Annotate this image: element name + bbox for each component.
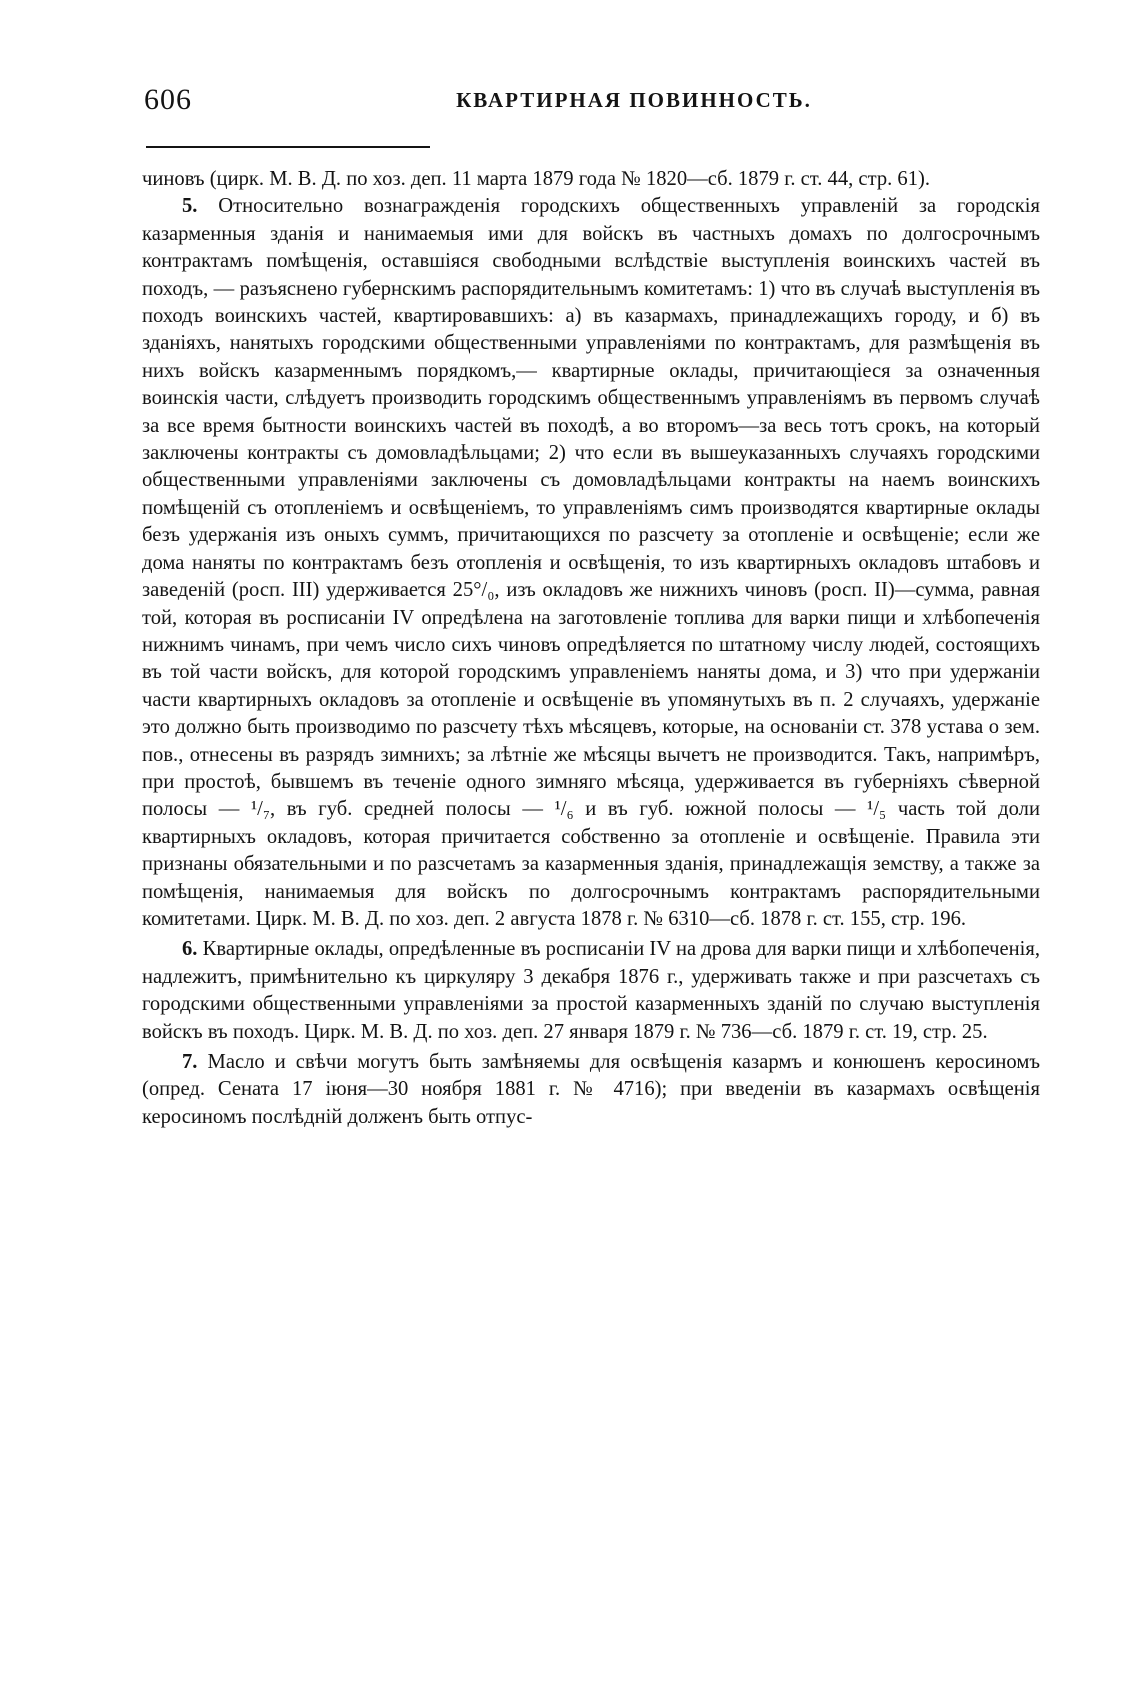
paragraph-continuation xyxy=(142,166,1040,193)
body-text xyxy=(142,166,1040,1131)
paragraph-6 xyxy=(142,936,1040,1046)
paragraph-number: 7. xyxy=(182,1051,198,1073)
paragraph-number: 5. xyxy=(182,195,198,218)
page-header xyxy=(144,80,1044,120)
running-title: КВАРТИРНАЯ ПОВИННОСТЬ. xyxy=(456,88,812,112)
paragraph-text: Квартирные оклады, опредѣленные въ росписаніи IV на дрова для варки пищи и хлѣбопеченія, надлежитъ, примѣнительно къ циркуляру 3 декабря 1876 г., удерживать также и при разсчетахъ съ городскими общественными управленіями за простой казарменныхъ зданій по случаю выступленія войскъ въ походъ. Цирк. М. В. Д. по хоз. деп. 27 января 1879 г. № 736—сб. 1879 г. ст. 19, стр. 25. xyxy=(142,938,1040,1043)
paragraph-text: Относительно вознагражденія городскихъ общественныхъ управленій за городскія казарменныя зданія и нанимаемыя ими для войскъ въ частныхъ домахъ по долгосрочнымъ контрактамъ помѣщенія, оставшіяся свободными вслѣдствіе выступленія воинскихъ частей въ походъ, — разъяснено губернскимъ распорядительнымъ комитетамъ: 1) что въ случаѣ выступленія въ походъ воинскихъ частей, квартировавшихъ: а) въ казармахъ, принадлежащихъ городу, и б) въ зданіяхъ, нанятыхъ городскими общественными управленіями по контрактамъ, для размѣщенія въ нихъ войскъ казарменнымъ порядкомъ,— квартирные оклады, причитающіеся за означенныя воинскія части, слѣдуетъ производить городскимъ общественнымъ управленіямъ въ первомъ случаѣ за все время бытности воинскихъ частей въ походѣ, а во второмъ—за весь тотъ срокъ, на который заключены контракты съ домовладѣльцами; 2) что если въ вышеуказанныхъ случаяхъ городскими общественными управленіями заключены съ домовладѣльцами контракты на наемъ воинскихъ помѣщеній съ отопленіемъ и освѣщеніемъ, то управленіямъ симъ производятся квартирные оклады безъ удержанія изъ оныхъ суммъ, причитающихся по разсчету за отопленіе и освѣщеніе; если же дома наняты по контрактамъ безъ отопленія и освѣщенія, то изъ квартирныхъ окладовъ штабовъ и заведеній (росп. III) удерживается 25°/₀, изъ окладовъ же нижнихъ чиновъ (росп. II)—сумма, равная той, которая въ росписаніи IV опредѣлена на заготовленіе топлива для варки пищи и хлѣбопеченія нижнимъ чинамъ, при чемъ число сихъ чиновъ опредѣляется по штатному числу людей, состоящихъ въ той части войскъ, для которой городскимъ управленіемъ наняты дома, и 3) что при удержаніи части квартирныхъ окладовъ за отопленіе и освѣщеніе въ упомянутыхъ въ п. 2 случаяхъ, удержаніе это должно быть производимо по разсчету тѣхъ мѣсяцевъ, которые, на основаніи ст. 378 устава о зем. пов., отнесены въ разрядъ зимнихъ; за лѣтніе же мѣсяцы вычетъ не производится. Такъ, напримѣръ, при простоѣ, бывшемъ въ теченіе одного зимняго мѣсяца, удерживается въ губерніяхъ сѣверной полосы — ¹/₇, въ губ. средней полосы — ¹/₆ и въ губ. южной полосы — ¹/₅ часть той доли квартирныхъ окладовъ, которая причитается собственно за отопленіе и освѣщеніе. Правила эти признаны обязательными и по разсчетамъ за казарменныя зданія, принадлежащія земству, а также за помѣщенія, нанимаемыя для войскъ по долгосрочнымъ контрактамъ распорядительными комитетами. Цирк. М. В. Д. по хоз. деп. 2 августа 1878 г. № 6310—сб. 1878 г. ст. 155, стр. 196. xyxy=(142,195,1040,930)
footnote-rule xyxy=(146,146,430,148)
paragraph-7 xyxy=(142,1049,1040,1131)
paragraph-text: Масло и свѣчи могутъ быть замѣняемы для освѣщенія казармъ и конюшенъ керосиномъ (опред. Сената 17 іюня—30 ноября 1881 г. № 4716); при введеніи въ казармахъ освѣщенія керосиномъ послѣдній долженъ быть отпус- xyxy=(142,1051,1041,1128)
page-number: 606 xyxy=(144,83,192,116)
paragraph-5 xyxy=(142,193,1040,933)
paragraph-number: 6. xyxy=(182,938,198,961)
paragraph-text: чиновъ (цирк. М. В. Д. по хоз. деп. 11 марта 1879 года № 1820—сб. 1879 г. ст. 44, стр. 61). xyxy=(142,168,931,190)
